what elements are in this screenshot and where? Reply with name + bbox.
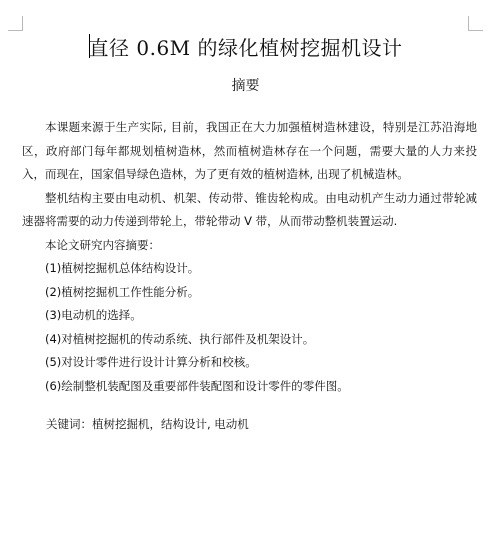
list-item[interactable]: (1)植树挖掘机总体结构设计。: [45, 261, 200, 275]
abstract-paragraph[interactable]: 整机结构主要由电动机、机架、传动带、锥齿轮构成。由电动机产生动力通过带轮减速器将需要的动力传递到带轮上，带轮带动 V 带，从而带动整机装置运动.: [22, 190, 477, 228]
abstract-body[interactable]: [22, 116, 477, 398]
list-item[interactable]: (2)植树挖掘机工作性能分析。: [45, 284, 200, 299]
crop-mark-top-left: [8, 16, 23, 31]
document-title[interactable]: 直径 0.6M 的绿化植树挖掘机设计: [88, 36, 403, 60]
crop-mark-top-right: [468, 16, 483, 31]
keywords-line[interactable]: 关键词：植树挖掘机，结构设计, 电动机: [46, 417, 249, 431]
list-item[interactable]: (3)电动机的选择。: [45, 308, 142, 322]
list-item[interactable]: (6)绘制整机装配图及重要部件装配图和设计零件的零件图。: [45, 378, 349, 393]
research-content-list: [22, 257, 477, 398]
abstract-paragraph[interactable]: 本课题来源于生产实际, 目前，我国正在大力加强植树造林建设，特别是江苏沿海地区，政府部门每年都规划植树造林，然而植树造林存在一个问题，需要大量的人力来投入，而现在，国家倡导绿色造林，为了更有效的植树造林, 出现了机械造林。: [22, 120, 477, 181]
list-item[interactable]: (4)对植树挖掘机的传动系统、执行部件及机架设计。: [45, 331, 315, 346]
abstract-paragraph[interactable]: 本论文研究内容摘要：: [45, 237, 160, 252]
list-item[interactable]: (5)对设计零件进行设计计算分析和校核。: [45, 355, 257, 369]
abstract-heading[interactable]: 摘要: [231, 78, 260, 94]
